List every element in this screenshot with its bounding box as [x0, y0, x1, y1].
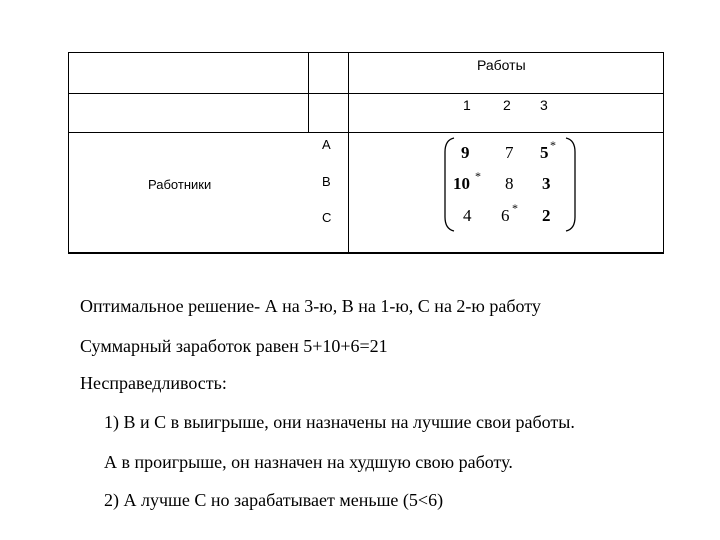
right-bracket	[566, 138, 575, 231]
unfairness-point-1-cont: А в проигрыше, он назначен на худшую свою работу.	[104, 452, 513, 472]
matrix-cell-3-1: 4	[463, 206, 472, 225]
matrix-brackets	[0, 0, 720, 260]
row-label-workers: Работники	[148, 177, 212, 192]
unfairness-point-1: 1) В и С в выигрыше, они назначены на лучшие свои работы.	[104, 412, 575, 432]
worker-letter-b: B	[322, 174, 331, 189]
matrix-cell-1-2: 7	[505, 143, 514, 162]
assignment-table	[0, 0, 720, 260]
job-number-1: 1	[463, 97, 471, 113]
matrix-cell-2-2: 8	[505, 174, 514, 193]
unfairness-heading: Несправедливость:	[80, 373, 227, 393]
optimal-star-a3: *	[550, 138, 556, 152]
matrix-cell-3-2: 6	[501, 206, 510, 225]
job-number-3: 3	[540, 97, 548, 113]
matrix-cell-3-3: 2	[542, 206, 551, 225]
header-works: Работы	[477, 57, 526, 73]
matrix-cell-1-3: 5	[540, 143, 549, 162]
optimal-solution-line: Оптимальное решение- А на 3-ю, В на 1-ю, С на 2-ю работу	[80, 296, 541, 316]
matrix-cell-2-1: 10	[453, 174, 470, 193]
worker-letter-c: C	[322, 210, 332, 225]
total-earnings-line: Суммарный заработок равен 5+10+6=21	[80, 336, 388, 356]
unfairness-point-2: 2) А лучше С но зарабатывает меньше (5<6)	[104, 490, 444, 510]
job-number-2: 2	[503, 97, 511, 113]
matrix-cell-2-3: 3	[542, 174, 551, 193]
worker-letter-a: A	[322, 137, 331, 152]
optimal-star-c2: *	[512, 201, 518, 215]
matrix-cell-1-1: 9	[461, 143, 470, 162]
optimal-star-b1: *	[475, 169, 481, 183]
